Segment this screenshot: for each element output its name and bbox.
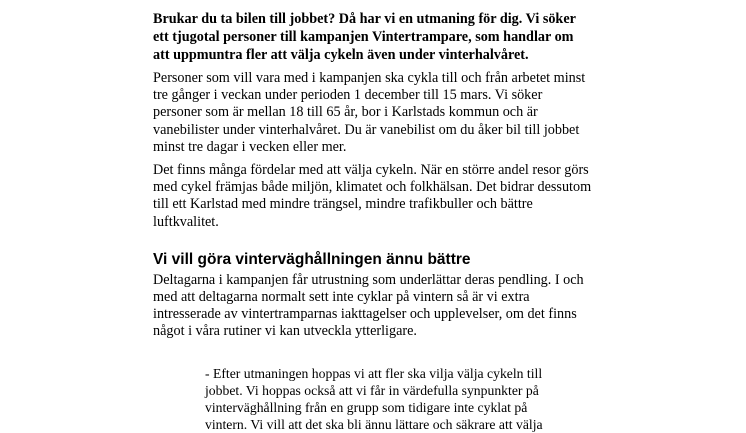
body-paragraph-benefits: Det finns många fördelar med att välja cykeln. När en större andel resor görs med cykel främjas både miljön, klimatet och folkhälsan. Det bidrar dessutom till ett Karlstad med mindre trängsel, mindre trafikbuller och bättre luftkvalitet.	[153, 162, 592, 230]
section-heading: Vi vill göra vinterväghållningen ännu bättre	[153, 250, 471, 268]
lead-paragraph: Brukar du ta bilen till jobbet? Då har vi en utmaning för dig. Vi söker ett tjugotal personer till kampanjen Vintertrampare, som handlar om att uppmuntra fler att välja cykeln även under vinterhalvåret.	[153, 11, 576, 63]
article	[153, 10, 603, 347]
body-paragraph-requirements: Personer som vill vara med i kampanjen ska cykla till och från arbetet minst tre gånger i veckan under perioden 1 december till 15 mars. Vi söker personer som är mellan 18 till 65 år, bor i Karlstads kommun och är vanebilister under vinterhalvåret. Du är vanebilist om du åker bil till jobbet minst tre dagar i vecken eller mer.	[153, 70, 586, 155]
quote-block: - Efter utmaningen hoppas vi att fler ska vilja välja cykeln till jobbet. Vi hoppas också att vi får in värdefulla synpunkter på vinterväghållning från en grupp som tidigare inte cyklat på vintern. Vi vill att det ska bli ännu lättare och säkrare att välja	[205, 366, 543, 432]
section-paragraph: Deltagarna i kampanjen får utrustning som underlättar deras pendling. I och med att deltagarna normalt sett inte cyklar på vintern så är vi extra intresserade av vintertramparnas iakttagelser och upplevelser, om det finns något i våra rutiner vi kan utveckla ytterligare.	[153, 271, 584, 340]
